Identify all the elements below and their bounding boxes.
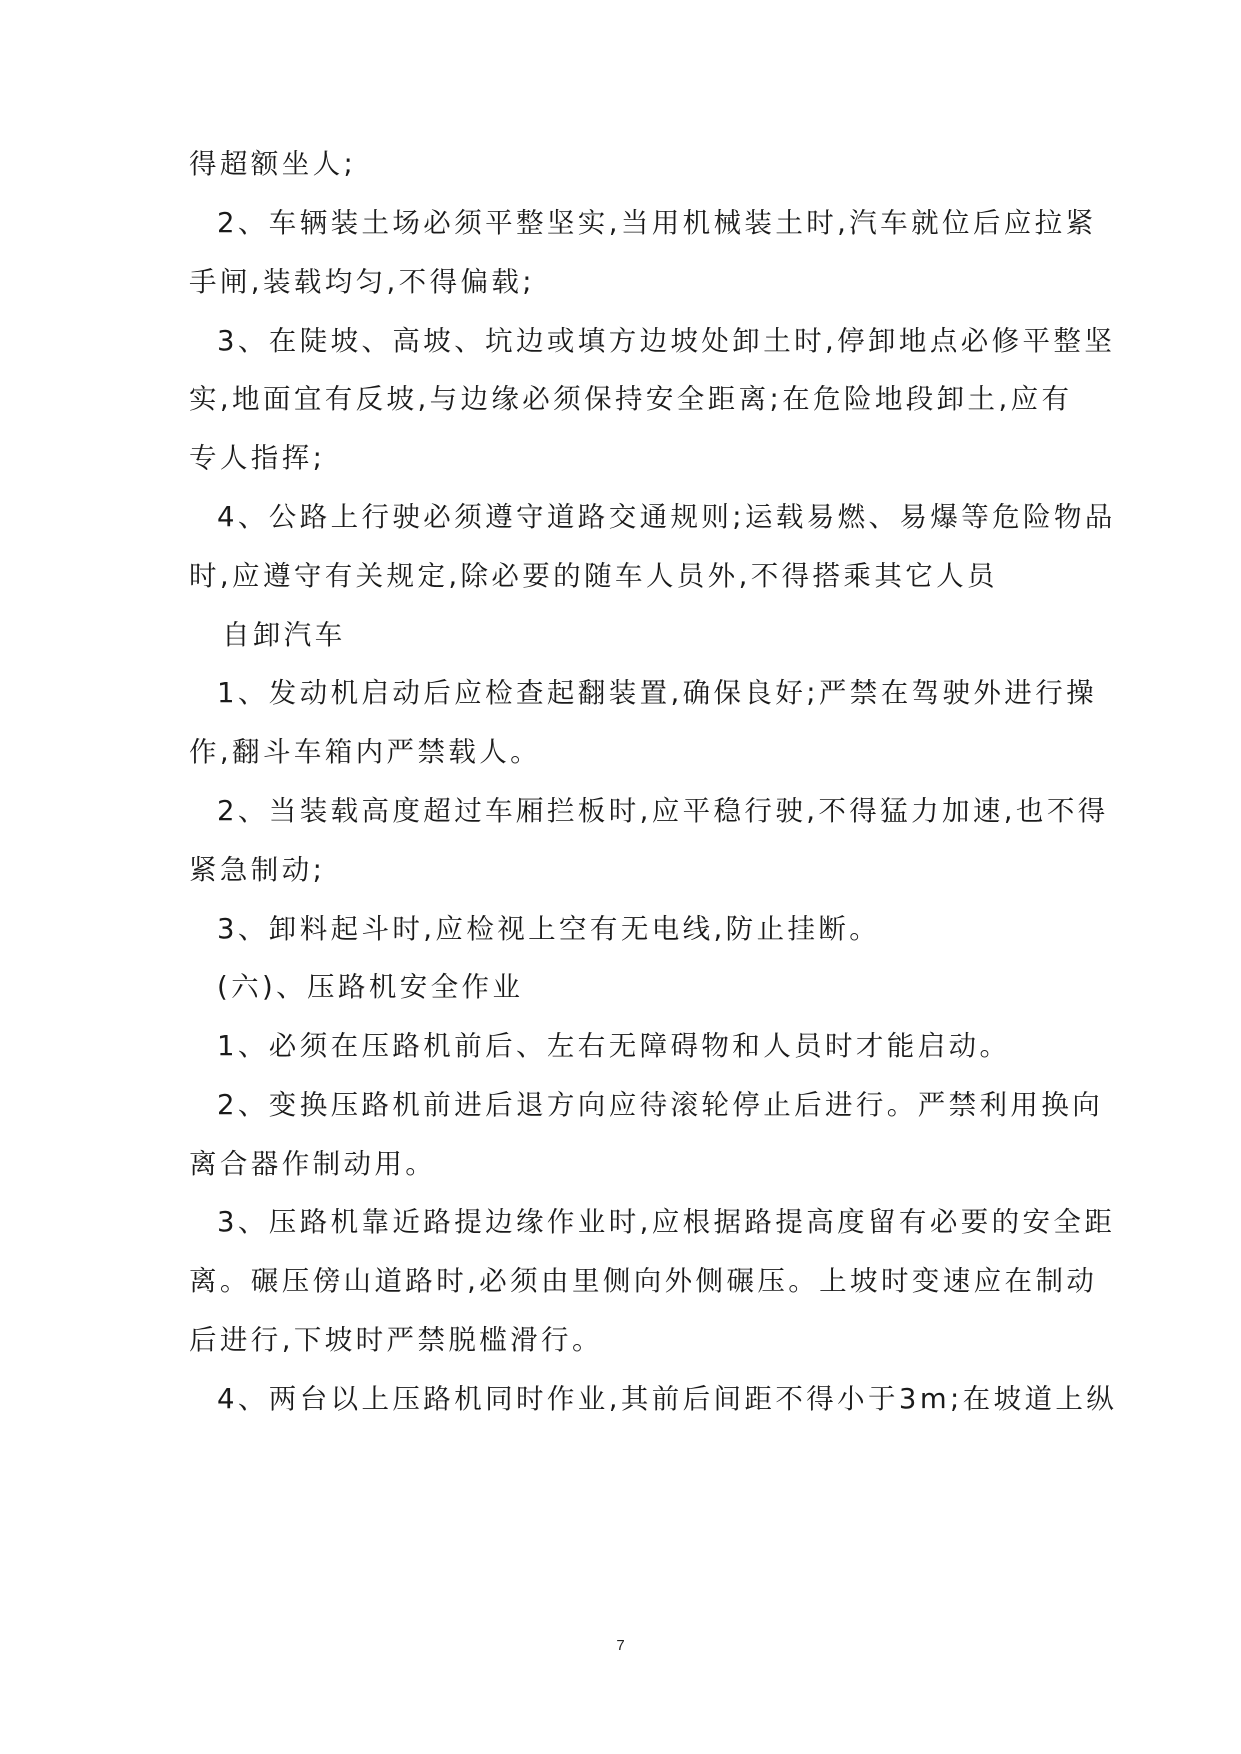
text-line: 专人指挥;: [189, 442, 326, 474]
text-line: 3、在陡坡、高坡、坑边或填方边坡处卸土时,停卸地点必修平整坚: [217, 325, 1116, 357]
text-line: 4、两台以上压路机同时作业,其前后间距不得小于3m;在坡道上纵: [217, 1383, 1118, 1415]
text-line: 时,应遵守有关规定,除必要的随车人员外,不得搭乘其它人员: [189, 560, 998, 592]
text-line: 实,地面宜有反坡,与边缘必须保持安全距离;在危险地段卸土,应有: [189, 383, 1073, 415]
section-heading: (六)、压路机安全作业: [217, 971, 524, 1003]
text-line: 后进行,下坡时严禁脱槛滑行。: [189, 1324, 603, 1356]
text-line: 4、公路上行驶必须遵守道路交通规则;运载易燃、易爆等危险物品: [217, 501, 1116, 533]
section-heading: 自卸汽车: [222, 619, 346, 651]
page-number: 7: [616, 1637, 625, 1654]
text-line: 2、车辆装土场必须平整坚实,当用机械装土时,汽车就位后应拉紧: [217, 207, 1097, 239]
text-line: 离。碾压傍山道路时,必须由里侧向外侧碾压。上坡时变速应在制动: [189, 1265, 1098, 1297]
text-line: 紧急制动;: [189, 854, 326, 886]
text-line: 得超额坐人;: [189, 148, 357, 180]
text-line: 2、变换压路机前进后退方向应待滚轮停止后进行。严禁利用换向: [217, 1089, 1104, 1121]
text-line: 手闸,装载均匀,不得偏载;: [189, 266, 535, 298]
text-line: 3、压路机靠近路提边缘作业时,应根据路提高度留有必要的安全距: [217, 1206, 1116, 1238]
text-line: 离合器作制动用。: [189, 1148, 437, 1180]
text-line: 2、当装载高度超过车厢拦板时,应平稳行驶,不得猛力加速,也不得: [217, 795, 1109, 827]
text-line: 3、卸料起斗时,应检视上空有无电线,防止挂断。: [217, 913, 881, 945]
text-line: 1、发动机启动后应检查起翻装置,确保良好;严禁在驾驶外进行操: [217, 677, 1098, 709]
text-line: 1、必须在压路机前后、左右无障碍物和人员时才能启动。: [217, 1030, 1011, 1062]
text-line: 作,翻斗车箱内严禁载人。: [189, 736, 542, 768]
